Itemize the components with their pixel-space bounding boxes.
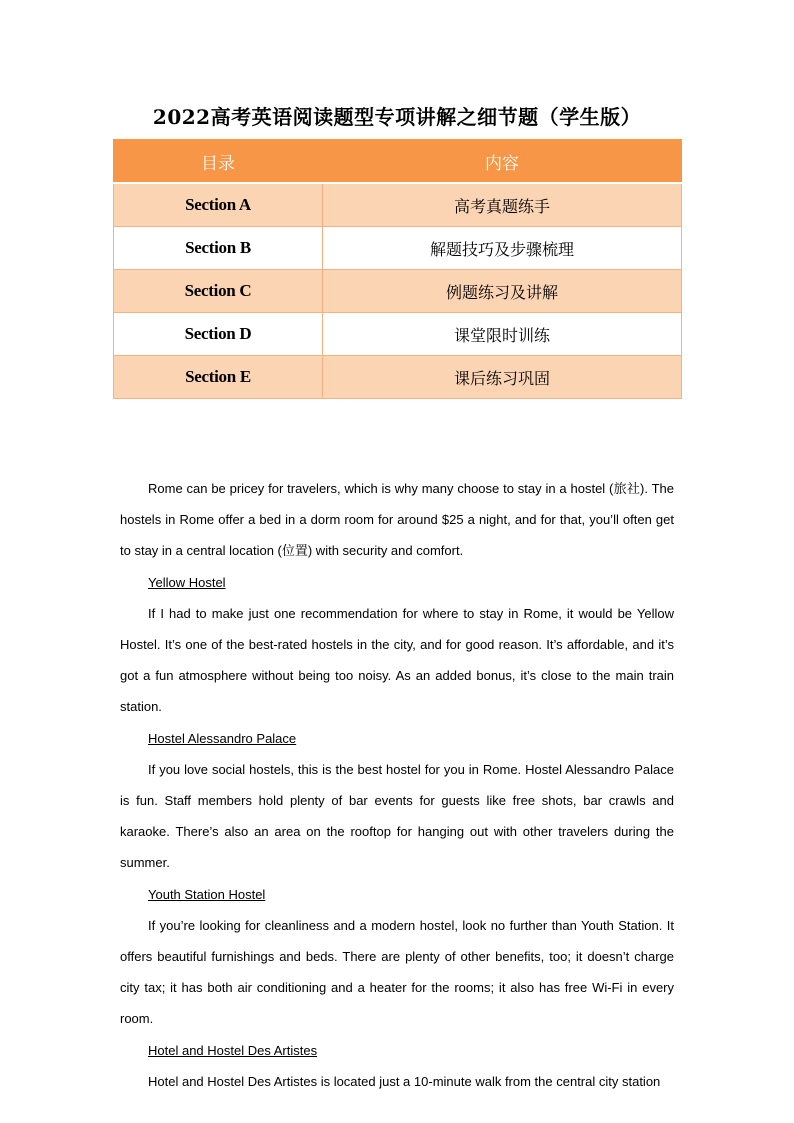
section-content: 课后练习巩固 [323,356,682,399]
passage-intro: Rome can be pricey for travelers, which is why many choose to stay in a hostel (旅社). The hostels in Rome offer a bed in a dorm room for around $25 a night, and for that, you’ll often get to stay in a central location (位置) with security and comfort. [120,481,674,559]
passage [120,473,674,1097]
page-title: 2022高考英语阅读题型专项讲解之细节题（学生版） [152,105,642,129]
section-label: Section E [114,356,323,399]
hostel-heading [120,879,674,910]
section-content: 例题练习及讲解 [323,270,682,313]
hostel-heading [120,567,674,598]
table-header-row [114,140,682,184]
hostel-description: Hotel and Hostel Des Artistes is located just a 10-minute walk from the central city station [148,1073,661,1089]
section-content: 课堂限时训练 [323,313,682,356]
table-row [114,227,682,270]
section-label: Section C [114,270,323,313]
section-label: Section D [114,313,323,356]
section-content: 解题技巧及步骤梳理 [323,227,682,270]
hostel-heading-text: Youth Station Hostel [148,886,266,902]
section-label: Section A [114,183,323,227]
hostel-heading-text: Hotel and Hostel Des Artistes [148,1042,318,1058]
hostel-description: If you’re looking for cleanliness and a modern hostel, look no further than Youth Station. It offers beautiful furnishings and beds. There are plenty of other benefits, too; it doesn’t charge city tax; it has both air conditioning and a heater for the rooms; it also has free Wi-Fi in every room. [120,917,674,1027]
hostel-heading [120,1035,674,1066]
hostel-description: If I had to make just one recommendation for where to stay in Rome, it would be Yellow Hostel. It’s one of the best-rated hostels in the city, and for good reason. It’s affordable, and it’s got a fun atmosphere without being too noisy. As an added bonus, it’s close to the main train station. [120,605,674,715]
header-contents: 目录 [114,140,323,184]
table-row [114,313,682,356]
table-row [114,183,682,227]
section-content: 高考真题练手 [323,183,682,227]
contents-table [113,139,682,399]
hostel-description: If you love social hostels, this is the best hostel for you in Rome. Hostel Alessandro Palace is fun. Staff members hold plenty of bar events for guests like free shots, bar crawls and karaoke. There’s also an area on the rooftop for hanging out with other travelers during the summer. [120,761,674,871]
table-row [114,270,682,313]
table-row [114,356,682,399]
hostel-heading [120,723,674,754]
header-content: 内容 [323,140,682,184]
section-label: Section B [114,227,323,270]
hostel-heading-text: Hostel Alessandro Palace [148,730,297,746]
hostel-heading-text: Yellow Hostel [148,574,226,590]
